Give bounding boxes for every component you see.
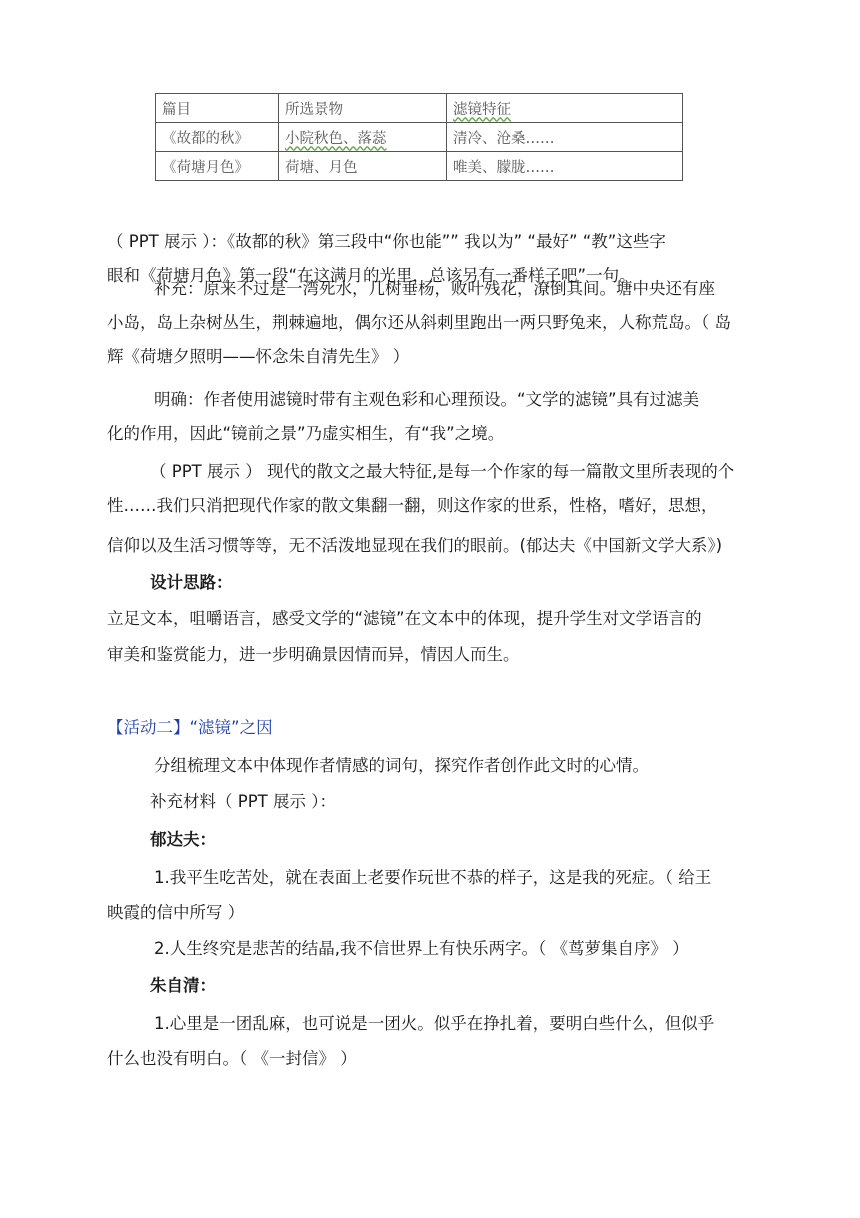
header-text-underlined: 滤镜特征 — [453, 101, 511, 118]
table-cell: 唯美、朦胧…… — [447, 152, 683, 181]
paragraph-line: （ PPT 展示 ）：《故都的秋》第三段中“你也能”” 我以为” “最好” “教”这些字 — [107, 232, 666, 251]
paragraph-line: 补充材料（ PPT 展示 ）： — [150, 792, 336, 811]
paragraph-line: 眼和《荷塘月色》第一段“在这满月的光里，总该另有一番样子吧”一句。 — [107, 266, 636, 285]
table-cell: 荷塘、月色 — [279, 152, 447, 181]
paragraph-line: 审美和鉴赏能力，进一步明确景因情而异，情因人而生。 — [107, 645, 520, 664]
paragraph-line: （ PPT 展示 ） 现代的散文之最大特征,是每一个作家的每一篇散文里所表现的个 — [150, 462, 735, 481]
table-cell — [279, 123, 447, 152]
paragraph-line: 立足文本，咀嚼语言，感受文学的“滤镜”在文本中的体现，提升学生对文学语言的 — [107, 609, 702, 628]
author-heading: 郁达夫： — [150, 830, 216, 849]
quote-line: 2.人生终究是悲苦的结晶,我不信世界上有快乐两字。（ 《茑萝集自序》 ） — [154, 939, 689, 958]
quote-line: 1.我平生吃苦处，就在表面上老要作玩世不恭的样子，这是我的死症。（ 给王 — [154, 868, 712, 887]
paragraph-line: 补充：原来不过是一湾死水，几树垂杨，败叶残花，潦倒其间。塘中央还有座 — [154, 279, 715, 298]
table-header-row — [156, 94, 683, 123]
paragraph-line: 化的作用，因此“镜前之景”乃虚实相生，有“我”之境。 — [107, 424, 505, 443]
table-cell: 《故都的秋》 — [156, 123, 279, 152]
paragraph-line: 信仰以及生活习惯等等，无不活泼地显现在我们的眼前。(郁达夫《中国新文学大系》) — [107, 536, 723, 555]
paragraph-line: 小岛，岛上杂树丛生，荆棘遍地，偶尔还从斜刺里跑出一两只野兔来，人称荒岛。（ 岛 — [107, 313, 731, 332]
paragraph-line: 分组梳理文本中体现作者情感的词句，探究作者创作此文时的心情。 — [154, 756, 649, 775]
quote-line: 1.心里是一团乱麻，也可说是一团火。似乎在挣扎着，要明白些什么，但似乎 — [154, 1014, 715, 1033]
cell-text-underlined: 小院秋色、落蕊 — [285, 130, 387, 147]
paragraph-line: 辉《荷塘夕照明——怀念朱自清先生》 ） — [107, 347, 410, 366]
section-heading: 设计思路： — [150, 573, 233, 592]
table-row — [156, 152, 683, 181]
author-heading: 朱自清： — [150, 976, 216, 995]
header-cell: 所选景物 — [279, 94, 447, 123]
quote-line: 什么也没有明白。（ 《一封信》 ） — [107, 1049, 357, 1068]
comparison-table — [155, 93, 683, 181]
table-row — [156, 123, 683, 152]
activity-heading: 【活动二】“滤镜”之因 — [107, 718, 273, 737]
table-cell: 《荷塘月色》 — [156, 152, 279, 181]
quote-line: 映霞的信中所写 ） — [107, 903, 245, 922]
table-cell: 清冷、沧桑…… — [447, 123, 683, 152]
paragraph-line: 明确：作者使用滤镜时带有主观色彩和心理预设。“文学的滤镜”具有过滤美 — [154, 390, 700, 409]
header-cell — [447, 94, 683, 123]
paragraph-line: 性……我们只消把现代作家的散文集翻一翻，则这作家的世系，性格，嗜好，思想， — [107, 496, 718, 515]
header-cell: 篇目 — [156, 94, 279, 123]
